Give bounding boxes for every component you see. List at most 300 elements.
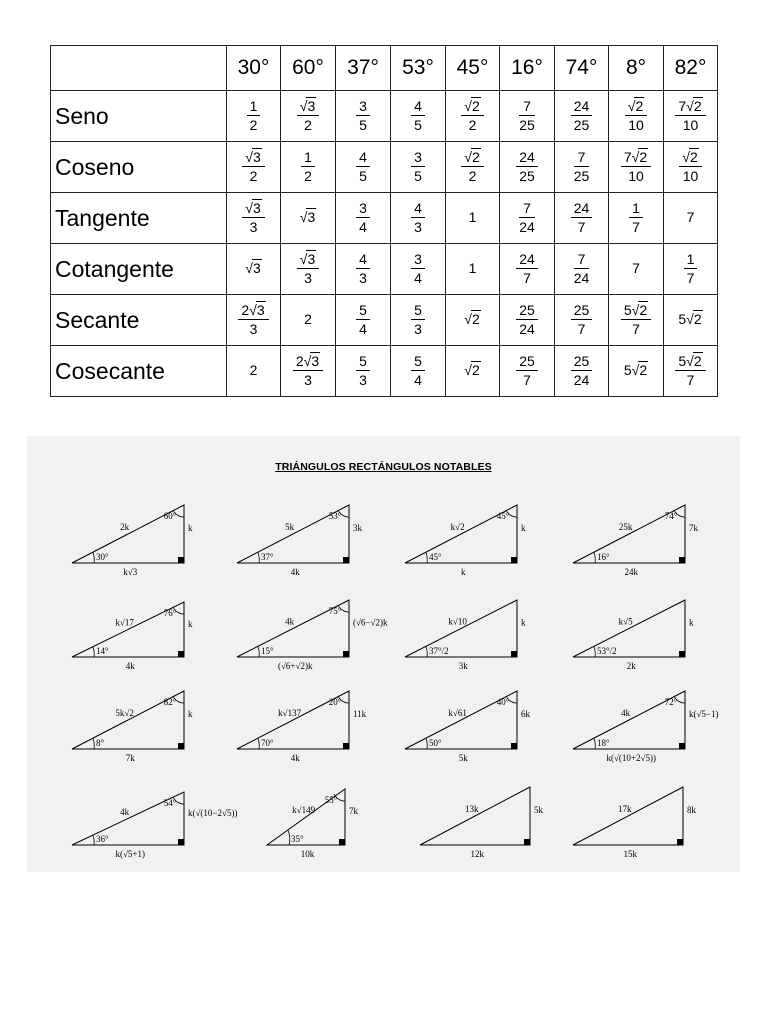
hypotenuse-label: 4k: [285, 616, 295, 627]
ratio-cell: [281, 346, 336, 397]
denominator: 5: [359, 117, 367, 133]
bottom-angle-arc: [93, 738, 94, 749]
denominator: 25: [519, 117, 535, 133]
bottom-angle-label: 45°: [429, 552, 442, 562]
top-angle-label: 75°: [328, 606, 342, 616]
numerator: 7: [574, 150, 590, 167]
denominator: 3: [249, 321, 258, 337]
base-label: 24k: [624, 567, 638, 577]
ratio-fraction: [571, 354, 593, 388]
ratio-fraction: [411, 354, 425, 388]
denominator: 7: [686, 270, 695, 286]
ratio-fraction: [411, 201, 425, 235]
denominator: 2: [304, 117, 312, 133]
denominator: 24: [573, 372, 590, 388]
denominator: 25: [573, 117, 590, 133]
top-angle-label: 74°: [664, 511, 678, 521]
numerator: 4: [411, 201, 425, 218]
triangle-9: [72, 691, 193, 763]
ratio-value: 5√2: [623, 362, 648, 378]
denominator: 4: [414, 270, 422, 286]
leg-label: 3k: [353, 523, 362, 534]
top-angle-label: 72°: [664, 697, 678, 707]
numerator: 24: [571, 99, 593, 116]
leg-label: 7k: [349, 806, 358, 817]
numerator: 7√2: [621, 150, 651, 167]
denominator: 5: [414, 117, 422, 133]
triangle-1: [72, 505, 193, 577]
triangle-16: [573, 787, 697, 859]
row-label: Tangente: [51, 193, 227, 244]
bottom-angle-arc: [426, 552, 427, 563]
numerator: 25: [571, 303, 593, 320]
ratio-cell: [555, 142, 609, 193]
right-angle-mark: [524, 839, 530, 845]
ratio-fraction: [356, 150, 370, 184]
row-label: Coseno: [51, 142, 227, 193]
ratio-cell: [664, 142, 718, 193]
ratio-cell: [281, 142, 336, 193]
numerator: 25: [571, 354, 593, 371]
ratio-fraction: [356, 252, 370, 286]
numerator: 5: [356, 354, 370, 371]
hypotenuse-label: 13k: [464, 803, 479, 814]
bottom-angle-label: 53°/2: [597, 646, 617, 656]
ratio-fraction: [675, 99, 705, 133]
triangle-4: [573, 505, 699, 577]
numerator: 5√2: [621, 303, 651, 320]
ratio-value: √2: [464, 362, 480, 378]
ratio-cell: [446, 244, 500, 295]
ratio-cell: [391, 142, 446, 193]
base-label: 7k: [125, 753, 135, 763]
header-row: [51, 46, 718, 91]
denominator: 3: [304, 270, 312, 286]
triangles-figure: [27, 436, 740, 872]
bottom-angle-label: 18°: [597, 738, 610, 748]
ratio-fraction: [629, 201, 643, 235]
denominator: 7: [632, 321, 640, 337]
denominator: 24: [573, 270, 590, 286]
triangle-6: [237, 600, 388, 671]
ratio-fraction: [461, 99, 483, 133]
numerator: 5√2: [675, 354, 705, 371]
ratio-fraction: [297, 99, 319, 133]
angle-header: 74°: [555, 46, 609, 91]
numerator: 2√3: [293, 354, 323, 371]
numerator: 25: [516, 354, 538, 371]
numerator: 3: [356, 99, 370, 116]
denominator: 25: [519, 168, 535, 184]
angle-header: 60°: [281, 46, 336, 91]
ratio-fraction: [571, 303, 593, 337]
table-row: [51, 91, 718, 142]
row-label: Secante: [51, 295, 227, 346]
base-label: k: [460, 567, 466, 577]
ratio-cell: [227, 244, 281, 295]
ratio-value: √3: [245, 260, 261, 276]
leg-label: (√6−√2)k: [353, 617, 388, 628]
numerator: √3: [242, 201, 264, 218]
bottom-angle-label: 70°: [261, 738, 274, 748]
numerator: √2: [679, 150, 701, 167]
hypotenuse-label: k√17: [115, 617, 134, 628]
ratio-value: 1: [468, 260, 477, 276]
leg-label: 8k: [687, 805, 696, 816]
angle-header: 30°: [227, 46, 281, 91]
triangle-8: [573, 600, 694, 671]
numerator: 3: [411, 150, 425, 167]
ratio-cell: [446, 346, 500, 397]
top-angle-label: 55°: [324, 795, 338, 805]
ratio-cell: [500, 193, 555, 244]
triangle-11: [405, 691, 531, 763]
right-angle-mark: [679, 557, 685, 563]
bottom-angle-arc: [93, 552, 94, 563]
denominator: 2: [249, 117, 258, 133]
ratio-cell: [391, 295, 446, 346]
table-row: [51, 295, 718, 346]
denominator: 10: [628, 168, 644, 184]
ratio-fraction: [516, 354, 538, 388]
denominator: 4: [414, 372, 422, 388]
ratio-fraction: [574, 150, 590, 184]
ratio-cell: [227, 142, 281, 193]
right-angle-mark: [511, 557, 517, 563]
bottom-angle-arc: [258, 738, 259, 749]
ratio-fraction: [571, 201, 593, 235]
ratio-cell: [664, 91, 718, 142]
right-angle-mark: [679, 651, 685, 657]
right-angle-mark: [178, 839, 184, 845]
leg-label: k: [521, 617, 526, 628]
ratio-fraction: [461, 150, 483, 184]
ratio-value: 2: [249, 362, 258, 378]
ratio-cell: [500, 295, 555, 346]
top-angle-label: 40°: [496, 697, 510, 707]
ratio-fraction: [238, 303, 268, 337]
base-label: 3k: [458, 661, 468, 671]
numerator: 5: [411, 354, 425, 371]
ratio-value: 7: [632, 260, 640, 276]
bottom-angle-arc: [288, 830, 290, 845]
base-label: 4k: [125, 661, 135, 671]
triangle-10: [237, 691, 367, 763]
ratio-fraction: [621, 303, 651, 337]
bottom-angle-arc: [93, 835, 94, 845]
ratio-cell: [609, 295, 664, 346]
leg-label: k(√5−1): [689, 709, 719, 720]
ratio-fraction: [297, 252, 319, 286]
bottom-angle-label: 14°: [96, 646, 109, 656]
numerator: √3: [297, 252, 319, 269]
base-label: 15k: [623, 849, 637, 859]
leg-label: 6k: [521, 709, 530, 720]
numerator: √3: [297, 99, 319, 116]
bottom-angle-label: 35°: [291, 834, 304, 844]
right-angle-mark: [679, 743, 685, 749]
right-angle-mark: [178, 743, 184, 749]
ratio-fraction: [679, 150, 701, 184]
triangle-2: [237, 505, 363, 577]
denominator: 10: [682, 168, 699, 184]
numerator: 3: [411, 252, 425, 269]
ratio-cell: [609, 244, 664, 295]
hypotenuse-label: k√2: [450, 521, 465, 532]
ratio-fraction: [519, 201, 535, 235]
hypotenuse-label: 25k: [618, 521, 633, 532]
ratio-cell: [281, 91, 336, 142]
bottom-angle-label: 30°: [96, 552, 109, 562]
ratio-value: 1: [468, 209, 477, 225]
denominator: 10: [682, 117, 699, 133]
ratio-cell: [336, 346, 391, 397]
ratio-cell: [500, 346, 555, 397]
bottom-angle-arc: [93, 647, 94, 657]
hypotenuse-label: 4k: [621, 707, 631, 718]
denominator: 2: [468, 168, 477, 184]
denominator: 3: [414, 321, 422, 337]
hypotenuse-label: k√137: [278, 707, 302, 718]
hypotenuse-label: k√10: [448, 616, 467, 627]
right-angle-mark: [178, 651, 184, 657]
denominator: 3: [304, 372, 312, 388]
numerator: 24: [516, 252, 538, 269]
denominator: 7: [577, 321, 586, 337]
hypotenuse-label: k√149: [292, 805, 316, 816]
base-label: k(√5+1): [115, 849, 145, 859]
numerator: 5: [356, 303, 370, 320]
leg-label: 5k: [534, 805, 543, 816]
angle-header: 53°: [391, 46, 446, 91]
panel-title: TRIÁNGULOS RECTÁNGULOS NOTABLES: [275, 461, 492, 473]
corner-cell: [51, 46, 227, 91]
triangle-outline: [420, 787, 530, 845]
numerator: 4: [356, 150, 370, 167]
ratio-fraction: [411, 252, 425, 286]
denominator: 24: [519, 321, 535, 337]
denominator: 25: [573, 168, 590, 184]
ratio-cell: [555, 244, 609, 295]
top-angle-label: 54°: [163, 798, 177, 808]
numerator: 2√3: [238, 303, 268, 320]
ratio-cell: [555, 91, 609, 142]
denominator: 3: [359, 270, 367, 286]
numerator: 1: [629, 201, 643, 218]
table-row: [51, 244, 718, 295]
ratio-cell: [609, 142, 664, 193]
ratio-cell: [446, 142, 500, 193]
ratio-cell: [227, 193, 281, 244]
ratio-fraction: [625, 99, 647, 133]
bottom-angle-arc: [258, 647, 259, 657]
ratio-fraction: [516, 252, 538, 286]
bottom-angle-label: 37°/2: [429, 646, 449, 656]
ratio-fraction: [356, 99, 370, 133]
ratio-cell: [391, 346, 446, 397]
numerator: √2: [461, 99, 483, 116]
ratio-fraction: [242, 150, 264, 184]
ratio-fraction: [571, 99, 593, 133]
ratio-cell: [500, 142, 555, 193]
base-label: (√6+√2)k: [278, 661, 313, 671]
angle-header: 82°: [664, 46, 718, 91]
triangle-15: [420, 787, 544, 859]
denominator: 4: [359, 219, 367, 235]
triangle-outline: [573, 787, 683, 845]
bottom-angle-arc: [426, 738, 427, 749]
ratio-fraction: [411, 303, 425, 337]
ratio-cell: [281, 295, 336, 346]
hypotenuse-label: 5k√2: [115, 707, 134, 718]
numerator: √2: [625, 99, 647, 116]
ratio-cell: [609, 91, 664, 142]
table-row: [51, 193, 718, 244]
ratio-fraction: [684, 252, 698, 286]
right-angle-mark: [178, 557, 184, 563]
triangle-7: [405, 600, 526, 671]
leg-label: 7k: [689, 523, 698, 534]
ratio-cell: [664, 295, 718, 346]
denominator: 7: [632, 219, 640, 235]
bottom-angle-arc: [258, 552, 259, 563]
denominator: 2: [249, 168, 258, 184]
ratio-cell: [500, 91, 555, 142]
ratio-cell: [609, 193, 664, 244]
bottom-angle-arc: [594, 552, 595, 563]
angle-header: 16°: [500, 46, 555, 91]
numerator: 4: [411, 99, 425, 116]
right-angle-mark: [343, 651, 349, 657]
numerator: 7: [519, 99, 535, 116]
ratio-cell: [500, 244, 555, 295]
ratio-value: 7: [686, 209, 695, 225]
hypotenuse-label: 4k: [120, 806, 130, 817]
denominator: 7: [523, 372, 531, 388]
bottom-angle-label: 36°: [96, 834, 109, 844]
hypotenuse-label: 2k: [120, 521, 130, 532]
top-angle-label: 45°: [496, 511, 510, 521]
numerator: 25: [516, 303, 538, 320]
bottom-angle-label: 16°: [597, 552, 610, 562]
ratio-fraction: [356, 201, 370, 235]
ratio-fraction: [621, 150, 651, 184]
ratio-cell: [391, 244, 446, 295]
table-row: [51, 142, 718, 193]
numerator: 3: [356, 201, 370, 218]
bottom-angle-label: 50°: [429, 738, 442, 748]
base-label: 5k: [458, 753, 468, 763]
numerator: √2: [461, 150, 483, 167]
ratio-fraction: [356, 303, 370, 337]
top-angle-label: 76°: [163, 608, 177, 618]
leg-label: k: [188, 618, 193, 629]
right-angle-mark: [343, 743, 349, 749]
top-angle-label: 60°: [163, 511, 177, 521]
leg-label: 11k: [353, 709, 367, 720]
ratio-cell: [281, 193, 336, 244]
base-label: 4k: [290, 567, 300, 577]
ratio-value: √3: [299, 209, 316, 225]
numerator: 24: [571, 201, 593, 218]
ratio-fraction: [574, 252, 590, 286]
ratio-cell: [664, 244, 718, 295]
ratio-cell: [336, 91, 391, 142]
row-label: Cotangente: [51, 244, 227, 295]
leg-label: k: [521, 523, 526, 534]
triangle-14: [267, 789, 359, 859]
denominator: 2: [468, 117, 477, 133]
ratio-cell: [227, 91, 281, 142]
ratio-cell: [227, 346, 281, 397]
bottom-angle-arc: [594, 738, 595, 749]
top-angle-label: 82°: [163, 697, 177, 707]
ratio-fraction: [675, 354, 705, 388]
angle-header: 37°: [336, 46, 391, 91]
ratio-cell: [664, 193, 718, 244]
ratio-fraction: [516, 150, 538, 184]
numerator: 7: [519, 201, 535, 218]
ratio-cell: [391, 193, 446, 244]
ratio-fraction: [519, 99, 535, 133]
ratio-cell: [664, 346, 718, 397]
denominator: 4: [359, 321, 367, 337]
bottom-angle-label: 37°: [261, 552, 274, 562]
ratio-fraction: [411, 99, 425, 133]
ratio-cell: [391, 91, 446, 142]
base-label: k(√(10+2√5)): [606, 753, 656, 763]
ratio-cell: [555, 193, 609, 244]
ratio-cell: [446, 91, 500, 142]
numerator: 1: [247, 99, 261, 116]
ratio-cell: [336, 295, 391, 346]
ratio-cell: [446, 295, 500, 346]
numerator: √3: [242, 150, 264, 167]
bottom-angle-label: 8°: [96, 738, 105, 748]
hypotenuse-label: k√5: [618, 616, 633, 627]
angle-header: 45°: [446, 46, 500, 91]
numerator: 7√2: [675, 99, 705, 116]
hypotenuse-label: 5k: [285, 521, 295, 532]
base-label: 10k: [300, 849, 315, 859]
row-label: Cosecante: [51, 346, 227, 397]
denominator: 2: [304, 168, 312, 184]
numerator: 1: [684, 252, 698, 269]
denominator: 24: [519, 219, 535, 235]
triangle-outline: [405, 600, 517, 657]
numerator: 1: [301, 150, 315, 167]
bottom-angle-arc: [426, 647, 427, 657]
right-angle-mark: [511, 743, 517, 749]
ratio-fraction: [516, 303, 538, 337]
denominator: 7: [686, 372, 695, 388]
leg-label: k: [188, 709, 193, 720]
ratio-cell: [336, 193, 391, 244]
ratio-cell: [227, 295, 281, 346]
ratio-cell: [555, 346, 609, 397]
base-label: 4k: [290, 753, 300, 763]
angle-header: 8°: [609, 46, 664, 91]
table-row: [51, 346, 718, 397]
denominator: 7: [523, 270, 531, 286]
numerator: 4: [356, 252, 370, 269]
base-label: 12k: [470, 849, 484, 859]
ratio-cell: [446, 193, 500, 244]
denominator: 3: [249, 219, 258, 235]
denominator: 5: [414, 168, 422, 184]
ratio-fraction: [242, 201, 264, 235]
trig-ratio-table: [50, 45, 718, 397]
